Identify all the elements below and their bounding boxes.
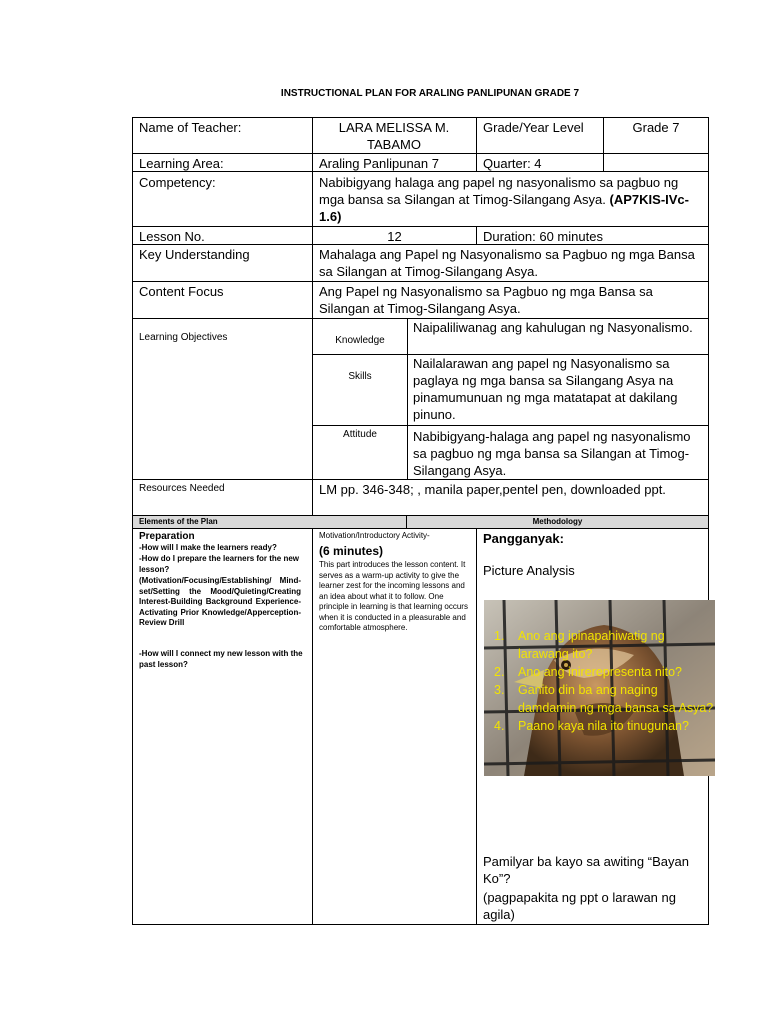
rule	[132, 117, 133, 925]
rule	[476, 528, 477, 925]
attitude-value: Nabibigyang-halaga ang papel ng nasyonalismo sa pagbuo ng mga bansa sa Silangan at Timog-Silangang Asya.	[413, 429, 691, 478]
skills-label: Skills	[348, 371, 372, 382]
content-focus-value: Ang Papel ng Nasyonalismo sa Pagbuo ng mga Bansa sa Silangan at Timog-Silangang Asya.	[319, 284, 653, 316]
rule	[132, 226, 709, 227]
activity-title: Pangganyak:	[483, 531, 564, 546]
motivation-time: (6 minutes)	[319, 544, 384, 558]
learning-area-label: Learning Area:	[139, 156, 224, 171]
competency-value	[319, 174, 704, 225]
teacher-value: LARA MELISSA M. TABAMO	[338, 120, 450, 152]
key-understanding-value: Mahalaga ang Papel ng Nasyonalismo sa Pagbuo ng mga Bansa sa Silangan at Timog-Silangang Asya.	[319, 247, 695, 279]
teacher-label: Name of Teacher:	[139, 120, 242, 135]
lesson-value: 12	[387, 229, 402, 244]
question-item: 4. Paano kaya nila ito tinugunan?	[494, 719, 689, 733]
rule	[476, 226, 477, 244]
competency-label: Competency:	[139, 175, 216, 190]
content-focus-label: Content Focus	[139, 284, 224, 299]
question-item: 1. Ano ang ipinapahiwatig ng larawang ito?	[494, 629, 665, 661]
learning-area-value: Araling Panlipunan 7	[319, 156, 439, 171]
resources-value: LM pp. 346-348; , manila paper,pentel pen, downloaded ppt.	[319, 482, 666, 497]
preparation-line-4: -How will I connect my new lesson with the past lesson?	[139, 649, 303, 669]
rule	[708, 117, 709, 925]
closing-question: Pamilyar ba kayo sa awiting “Bayan Ko”?	[483, 854, 689, 886]
preparation-line-2: -How do I prepare the learners for the new lesson?	[139, 554, 300, 574]
quarter-label: Quarter: 4	[483, 156, 542, 171]
key-understanding-label: Key Understanding	[139, 247, 250, 262]
preparation-line-1: -How will I make the learners ready?	[139, 543, 277, 552]
analysis-questions	[494, 627, 714, 735]
rule	[132, 924, 709, 925]
rule	[132, 153, 709, 154]
elements-header: Elements of the Plan	[139, 517, 218, 526]
skills-value: Nailalarawan ang papel ng Nasyonalismo sa paglaya ng mga bansa sa Silangang Asya na pinamumunuan ng mga matatapat at dakilang pinuno.	[413, 356, 678, 422]
motivation-title: Motivation/Introductory Activity-	[319, 531, 430, 540]
rule	[407, 318, 408, 479]
grade-label: Grade/Year Level	[483, 120, 584, 135]
methodology-header: Methodology	[532, 517, 583, 526]
preparation-line-3: (Motivation/Focusing/Establishing/ Mind-set/Setting the Mood/Quieting/Creating Interest-Building Background Experience-Activating Prior Knowledge/Apperception-Review Drill	[139, 576, 301, 627]
grade-value: Grade 7	[632, 120, 680, 135]
question-item: 2. Ano ang inirerepresenta nito?	[494, 665, 683, 679]
rule	[132, 528, 709, 529]
rule	[312, 425, 709, 426]
rule	[132, 281, 709, 282]
competency-text: Nabibigyang halaga ang papel ng nasyonalismo sa pagbuo ng mga bansa sa Silangan at Timog-Silangang Asya.	[319, 175, 679, 207]
knowledge-label: Knowledge	[335, 335, 385, 346]
document-title: INSTRUCTIONAL PLAN FOR ARALING PANLIPUNAN GRADE 7	[280, 88, 580, 99]
competency-code: (AP7KIS-IVc- 1.6)	[319, 192, 689, 224]
rule	[132, 117, 709, 118]
resources-label: Resources Needed	[139, 483, 225, 494]
rule	[132, 479, 709, 480]
attitude-label: Attitude	[343, 429, 377, 440]
duration: Duration: 60 minutes	[483, 229, 603, 244]
preparation-title: Preparation	[139, 531, 195, 542]
rule	[603, 117, 604, 171]
knowledge-value: Naipaliliwanag ang kahulugan ng Nasyonalismo.	[413, 320, 693, 335]
lesson-label: Lesson No.	[139, 229, 205, 244]
question-item: 3. Ganito din ba ang naging damdamin ng mga bansa sa Asya?	[494, 683, 714, 715]
rule	[312, 528, 313, 925]
rule	[312, 117, 313, 515]
rule	[476, 117, 477, 171]
activity-subtitle: Picture Analysis	[483, 563, 575, 578]
closing-note: (pagpapakita ng ppt o larawan ng agila)	[483, 890, 676, 922]
objectives-label: Learning Objectives	[139, 332, 228, 343]
motivation-text: This part introduces the lesson content. It serves as a warm-up activity to give the learner zest for the incoming lessons and an idea about what it to follow. One principle in learning is that learning occurs when it is conducted in a pleasurable and comfortable atmosphere.	[319, 560, 468, 632]
